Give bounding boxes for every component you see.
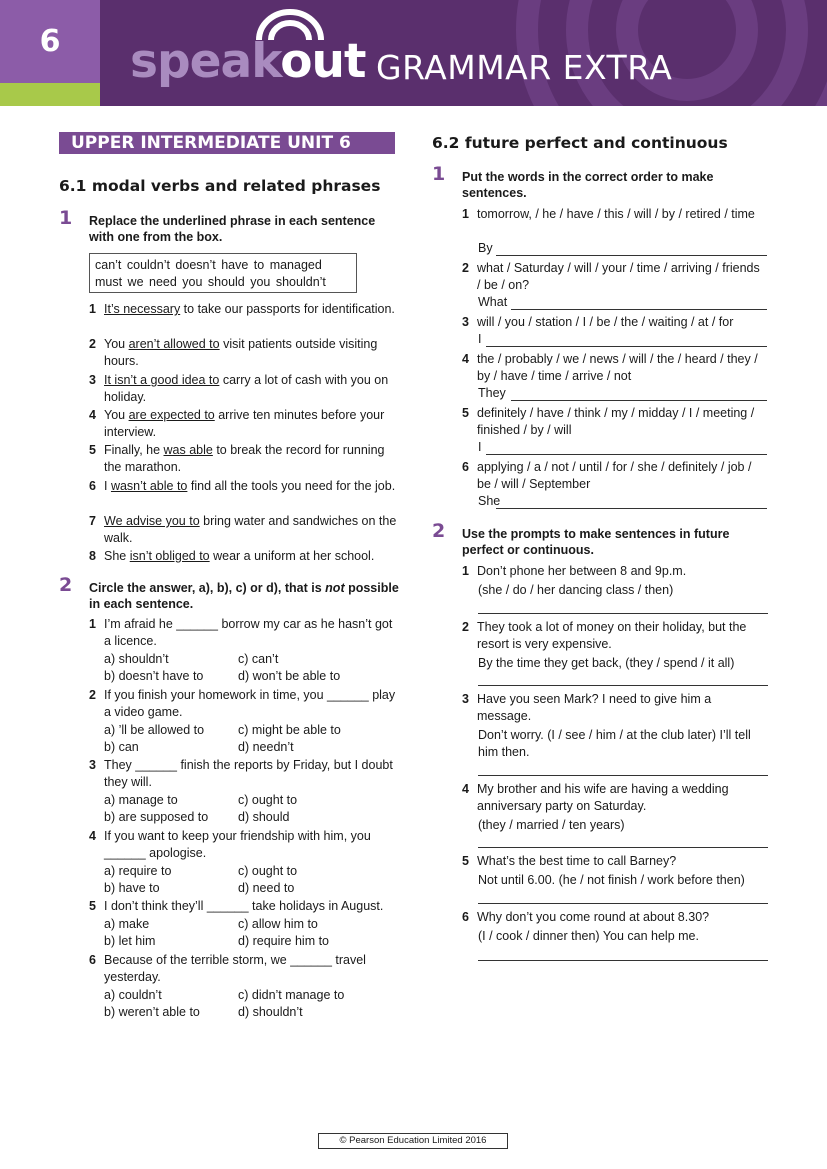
item-text-rest: visit patients outside visiting hours. bbox=[104, 337, 378, 368]
exercise-item bbox=[89, 898, 399, 915]
prompt-text: By the time they get back, (they / spend / it all) bbox=[478, 656, 735, 670]
exercise-item bbox=[89, 478, 399, 512]
item-number: 3 bbox=[462, 315, 469, 329]
answer-option[interactable]: d) shouldn’t bbox=[238, 1005, 303, 1019]
answer-option[interactable]: c) didn’t manage to bbox=[238, 988, 345, 1002]
item-number: 1 bbox=[89, 617, 96, 631]
answer-option[interactable]: a) manage to bbox=[104, 793, 178, 807]
item-number: 8 bbox=[89, 549, 96, 563]
item-text: They ______ finish the reports by Friday, but I doubt they will. bbox=[104, 758, 393, 789]
underlined-phrase: It’s necessary bbox=[104, 302, 181, 316]
item-text-rest: to break the record for running the marathon. bbox=[104, 443, 385, 474]
exercise-item bbox=[462, 691, 767, 725]
answer-option[interactable]: c) ought to bbox=[238, 864, 298, 878]
exercise-item bbox=[89, 757, 399, 791]
answer-line[interactable] bbox=[486, 454, 767, 455]
exercise-number: 2 bbox=[432, 520, 446, 542]
answer-option[interactable]: a) make bbox=[104, 917, 150, 931]
answer-lead-word: I bbox=[478, 332, 482, 346]
item-text: what / Saturday / will / your / time / arriving / friends / be / on? bbox=[477, 261, 760, 292]
exercise-item bbox=[89, 442, 399, 476]
answer-lead-word: By bbox=[478, 241, 493, 255]
answer-lead-word: I bbox=[478, 440, 482, 454]
exercise-item bbox=[89, 952, 399, 986]
item-number: 2 bbox=[462, 620, 469, 634]
green-accent bbox=[0, 83, 100, 106]
item-text: Have you seen Mark? I need to give him a message. bbox=[477, 692, 712, 723]
exercise-item bbox=[462, 909, 767, 926]
answer-lead-word: What bbox=[478, 295, 508, 309]
item-number: 1 bbox=[89, 302, 96, 316]
item-number: 3 bbox=[89, 373, 96, 387]
underlined-phrase: We advise you to bbox=[104, 514, 200, 528]
item-number: 6 bbox=[462, 910, 469, 924]
copyright-footer: © Pearson Education Limited 2016 bbox=[318, 1133, 508, 1149]
exercise-item bbox=[462, 781, 767, 815]
underlined-phrase: was able bbox=[163, 443, 213, 457]
answer-option[interactable]: a) shouldn’t bbox=[104, 652, 169, 666]
exercise-item bbox=[89, 336, 399, 370]
item-text: applying / a / not / until / for / she / definitely / job / be / will / September bbox=[477, 460, 752, 491]
prompt-text: (they / married / ten years) bbox=[478, 818, 625, 832]
answer-line[interactable] bbox=[511, 309, 767, 310]
item-text-pre: You bbox=[104, 408, 129, 422]
item-text: What’s the best time to call Barney? bbox=[477, 854, 677, 868]
answer-option[interactable]: a) require to bbox=[104, 864, 172, 878]
item-text-pre: You bbox=[104, 337, 129, 351]
item-text-pre: Finally, he bbox=[104, 443, 164, 457]
answer-option[interactable]: d) won’t be able to bbox=[238, 669, 341, 683]
exercise-instruction: Replace the underlined phrase in each sentence with one from the box. bbox=[89, 214, 376, 244]
exercise-item bbox=[462, 405, 767, 439]
item-text: tomorrow, / he / have / this / will / by / retired / time bbox=[477, 207, 755, 221]
word-box-line: must we need you should you shouldn’t bbox=[95, 275, 326, 289]
exercise-instruction: Use the prompts to make sentences in future perfect or continuous. bbox=[462, 527, 730, 557]
answer-option[interactable]: a) couldn’t bbox=[104, 988, 162, 1002]
item-text-rest: arrive ten minutes before your interview. bbox=[104, 408, 385, 439]
item-text: They took a lot of money on their holiday, but the resort is very expensive. bbox=[477, 620, 747, 651]
answer-option[interactable]: b) have to bbox=[104, 881, 160, 895]
exercise-item bbox=[89, 513, 399, 547]
answer-option[interactable]: d) needn’t bbox=[238, 740, 294, 754]
answer-line[interactable] bbox=[478, 685, 768, 686]
item-number: 6 bbox=[462, 460, 469, 474]
item-text bbox=[104, 478, 399, 495]
answer-line[interactable] bbox=[496, 508, 767, 509]
item-number: 6 bbox=[89, 479, 96, 493]
item-text: If you want to keep your friendship with him, you ______ apologise. bbox=[104, 829, 371, 860]
page-header bbox=[0, 0, 827, 106]
item-number: 2 bbox=[89, 337, 96, 351]
answer-line[interactable] bbox=[478, 775, 768, 776]
answer-line[interactable] bbox=[486, 346, 767, 347]
item-text bbox=[104, 407, 399, 441]
underlined-phrase: wasn’t able to bbox=[110, 479, 188, 493]
answer-option[interactable]: c) ought to bbox=[238, 793, 298, 807]
item-text: the / probably / we / news / will / the / heard / they / by / have / time / arrive / not bbox=[477, 352, 758, 383]
item-text: will / you / station / I / be / the / waiting / at / for bbox=[477, 315, 734, 329]
item-number: 1 bbox=[462, 207, 469, 221]
item-text-pre: She bbox=[104, 549, 130, 563]
item-number: 3 bbox=[89, 758, 96, 772]
exercise-item bbox=[462, 459, 767, 493]
answer-line[interactable] bbox=[496, 255, 767, 256]
answer-option[interactable]: b) let him bbox=[104, 934, 156, 948]
item-number: 4 bbox=[462, 352, 469, 366]
word-box bbox=[89, 253, 357, 293]
item-number: 2 bbox=[89, 688, 96, 702]
exercise-instruction: Put the words in the correct order to make sentences. bbox=[462, 170, 714, 200]
answer-option[interactable]: c) can’t bbox=[238, 652, 279, 666]
item-text bbox=[104, 372, 399, 406]
unit-number: 6 bbox=[39, 24, 61, 59]
item-number: 3 bbox=[462, 692, 469, 706]
exercise-item bbox=[462, 314, 767, 331]
item-text-pre: I bbox=[104, 479, 111, 493]
answer-option[interactable]: b) can bbox=[104, 740, 139, 754]
item-text: Don’t phone her between 8 and 9p.m. bbox=[477, 564, 687, 578]
answer-option[interactable]: d) need to bbox=[238, 881, 295, 895]
answer-line[interactable] bbox=[478, 903, 768, 904]
exercise-item bbox=[462, 563, 767, 580]
exercise-number: 1 bbox=[59, 207, 73, 229]
item-text: definitely / have / think / my / midday / I / meeting / finished / by / will bbox=[477, 406, 755, 437]
prompt-text: (she / do / her dancing class / then) bbox=[478, 583, 674, 597]
prompt-text: (I / cook / dinner then) You can help me. bbox=[478, 929, 699, 943]
answer-option[interactable]: b) are supposed to bbox=[104, 810, 209, 824]
exercise-item bbox=[462, 351, 767, 385]
exercise-item bbox=[462, 206, 767, 240]
exercise-item bbox=[462, 853, 767, 870]
item-number: 5 bbox=[462, 406, 469, 420]
exercise-item bbox=[89, 301, 399, 335]
answer-option[interactable]: b) weren’t able to bbox=[104, 1005, 200, 1019]
item-text bbox=[104, 513, 399, 547]
underlined-phrase: aren’t allowed to bbox=[128, 337, 220, 351]
item-text-rest: wear a uniform at her school. bbox=[209, 549, 375, 563]
item-text: Because of the terrible storm, we ______ travel yesterday. bbox=[104, 953, 366, 984]
answer-option[interactable]: b) doesn’t have to bbox=[104, 669, 204, 683]
underlined-phrase: isn’t obliged to bbox=[129, 549, 210, 563]
item-number: 5 bbox=[89, 899, 96, 913]
item-number: 6 bbox=[89, 953, 96, 967]
item-number: 4 bbox=[462, 782, 469, 796]
answer-line[interactable] bbox=[511, 400, 767, 401]
exercise-number: 2 bbox=[59, 574, 73, 596]
answer-option[interactable]: c) allow him to bbox=[238, 917, 318, 931]
exercise-item bbox=[89, 616, 399, 650]
item-number: 5 bbox=[89, 443, 96, 457]
item-text: My brother and his wife are having a wedding anniversary party on Saturday. bbox=[477, 782, 729, 813]
item-text bbox=[104, 336, 399, 370]
item-text bbox=[104, 442, 399, 476]
answer-line[interactable] bbox=[478, 613, 768, 614]
prompt-text: Don’t worry. (I / see / him / at the club later) I’ll tell him then. bbox=[478, 728, 751, 759]
item-number: 1 bbox=[462, 564, 469, 578]
item-text-rest: find all the tools you need for the job. bbox=[187, 479, 396, 493]
exercise-item bbox=[89, 828, 399, 862]
answer-lead-word: They bbox=[478, 386, 506, 400]
item-number: 4 bbox=[89, 408, 96, 422]
item-text bbox=[104, 301, 399, 318]
exercise-item bbox=[89, 548, 399, 565]
underlined-phrase: It isn’t a good idea to bbox=[104, 373, 220, 387]
prompt-text: Not until 6.00. (he / not finish / work before then) bbox=[478, 873, 745, 887]
item-text: I’m afraid he ______ borrow my car as he hasn’t got a licence. bbox=[104, 617, 393, 648]
answer-line[interactable] bbox=[478, 960, 768, 961]
answer-option[interactable]: d) require him to bbox=[238, 934, 330, 948]
answer-option[interactable]: c) might be able to bbox=[238, 723, 341, 737]
item-text bbox=[104, 548, 399, 565]
item-number: 7 bbox=[89, 514, 96, 528]
answer-option[interactable]: a) ’ll be allowed to bbox=[104, 723, 205, 737]
page-title: GRAMMAR EXTRA bbox=[376, 48, 673, 87]
underlined-phrase: are expected to bbox=[128, 408, 215, 422]
item-text: If you finish your homework in time, you ______ play a video game. bbox=[104, 688, 396, 719]
exercise-item bbox=[89, 372, 399, 406]
section-6-2-heading: 6.2 future perfect and continuous bbox=[432, 134, 728, 152]
exercise-item bbox=[462, 260, 767, 294]
item-number: 5 bbox=[462, 854, 469, 868]
word-box-line: can’t couldn’t doesn’t have to managed bbox=[95, 258, 322, 272]
item-text-rest: to take our passports for identification. bbox=[180, 302, 395, 316]
exercise-number: 1 bbox=[432, 163, 446, 185]
answer-lead-word: She bbox=[478, 494, 501, 508]
exercise-item bbox=[462, 619, 767, 653]
exercise-item bbox=[89, 687, 399, 721]
item-number: 2 bbox=[462, 261, 469, 275]
section-6-1-heading: 6.1 modal verbs and related phrases bbox=[59, 177, 381, 195]
item-text-rest: bring water and sandwiches on the walk. bbox=[104, 514, 397, 545]
unit-label: UPPER INTERMEDIATE UNIT 6 bbox=[59, 132, 395, 154]
exercise-instruction: Circle the answer, a), b), c) or d), that is not possible in each sentence. bbox=[89, 581, 399, 611]
speakout-logo: speakout bbox=[130, 34, 366, 89]
item-number: 4 bbox=[89, 829, 96, 843]
item-text-rest: carry a lot of cash with you on holiday. bbox=[104, 373, 389, 404]
exercise-item bbox=[89, 407, 399, 441]
answer-option[interactable]: d) should bbox=[238, 810, 290, 824]
item-text: Why don’t you come round at about 8.30? bbox=[477, 910, 710, 924]
item-text: I don’t think they’ll ______ take holidays in August. bbox=[104, 899, 384, 913]
answer-line[interactable] bbox=[478, 847, 768, 848]
